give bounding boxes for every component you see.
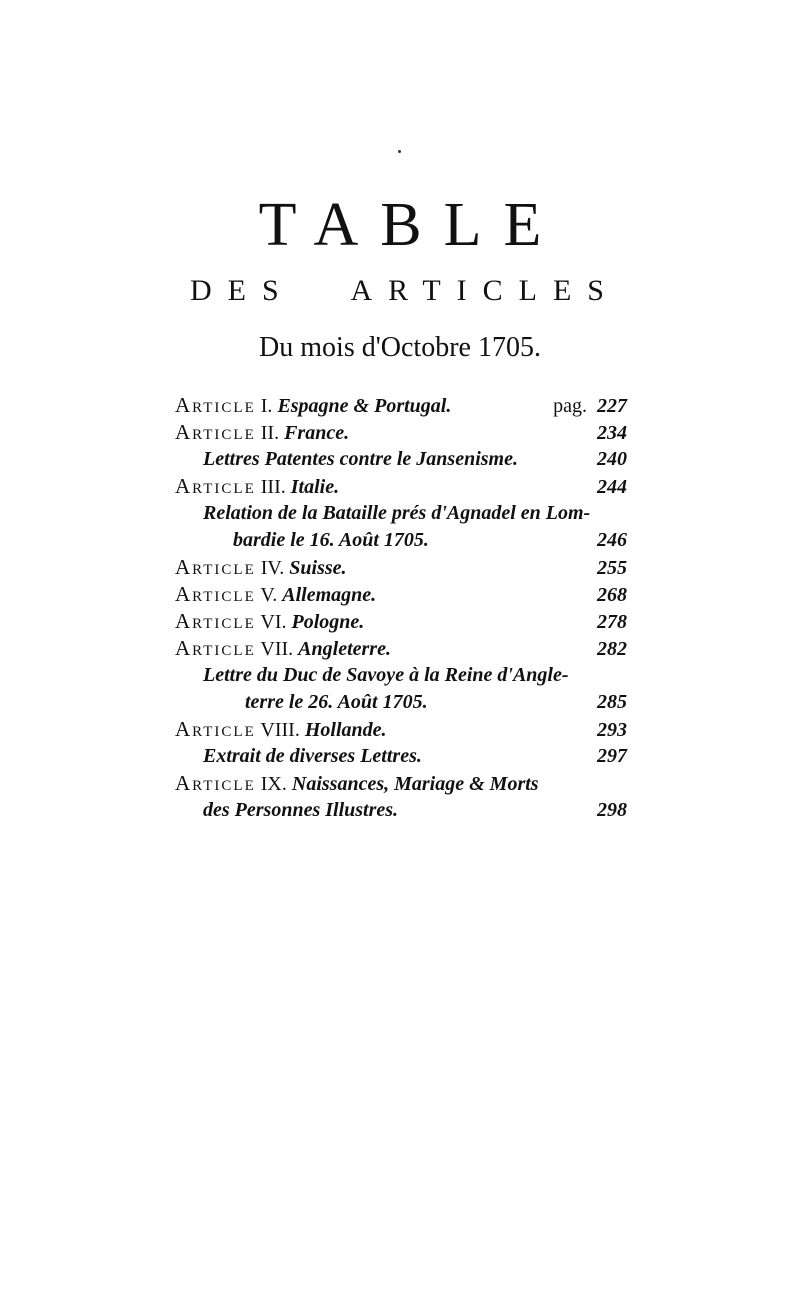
- toc-subject: des Personnes Illustres.: [203, 799, 399, 821]
- toc-row: [175, 500, 627, 527]
- toc-subject: Lettres Patentes contre le Jansenisme.: [203, 448, 518, 470]
- article-subject: Espagne & Portugal.: [277, 395, 452, 417]
- toc-label: [175, 419, 349, 447]
- article-word: Article: [175, 609, 256, 633]
- toc-label: [175, 581, 376, 609]
- page-number: 234: [597, 422, 627, 444]
- article-word: Article: [175, 717, 256, 741]
- toc-label: [175, 635, 391, 663]
- article-number: VI.: [260, 611, 287, 633]
- page-number: 298: [597, 799, 627, 821]
- page-title: TABLE: [258, 191, 564, 259]
- toc-subject: Relation de la Bataille prés d'Agnadel en Lom-: [203, 502, 591, 524]
- toc-subject: bardie le 16. Août 1705.: [233, 529, 429, 551]
- subtitle-left: DES: [190, 274, 295, 307]
- toc-row: [175, 554, 627, 581]
- toc-label: [175, 608, 364, 636]
- toc-label: [175, 716, 387, 744]
- toc-row: [175, 662, 627, 689]
- page-number: 246: [597, 529, 627, 551]
- article-subject: Italie.: [290, 476, 340, 498]
- article-word: Article: [175, 393, 256, 417]
- toc-row: [175, 770, 627, 797]
- page-number: 227: [597, 395, 627, 417]
- toc-row: [175, 419, 627, 446]
- page-number: 293: [597, 719, 627, 741]
- article-number: VII.: [260, 638, 294, 660]
- toc-row: [175, 581, 627, 608]
- article-number: VIII.: [260, 719, 300, 741]
- article-subject: Allemagne.: [282, 584, 377, 606]
- page-number: 282: [597, 638, 627, 660]
- ink-speck: [398, 150, 401, 153]
- page-prefix: pag.: [553, 395, 587, 417]
- toc-row: [175, 689, 627, 716]
- article-number: IX.: [260, 773, 287, 795]
- page-number: 240: [597, 448, 627, 470]
- toc-label: [175, 554, 347, 582]
- toc-label: [175, 392, 451, 420]
- toc-row: [175, 527, 627, 554]
- article-subject: Hollande.: [304, 719, 387, 741]
- subtitle-right: ARTICLES: [350, 274, 620, 307]
- toc-row: [175, 392, 627, 419]
- toc-row: [175, 608, 627, 635]
- toc-page: [553, 393, 627, 420]
- article-number: I.: [260, 395, 273, 417]
- article-word: Article: [175, 636, 256, 660]
- article-word: Article: [175, 582, 256, 606]
- toc-subject: terre le 26. Août 1705.: [245, 691, 428, 713]
- article-subject: Suisse.: [289, 557, 347, 579]
- table-of-contents: [175, 392, 627, 824]
- toc-label: [175, 473, 339, 501]
- article-word: Article: [175, 420, 256, 444]
- toc-row: [175, 473, 627, 500]
- article-word: Article: [175, 474, 256, 498]
- toc-subject: Lettre du Duc de Savoye à la Reine d'Angle-: [203, 664, 569, 686]
- date-line: Du mois d'Octobre 1705.: [259, 332, 541, 363]
- toc-subject: Extrait de diverses Lettres.: [203, 745, 422, 767]
- toc-row: [175, 446, 627, 473]
- article-word: Article: [175, 771, 256, 795]
- page-number: 278: [597, 611, 627, 633]
- article-subject: Naissances, Mariage & Morts: [291, 773, 539, 795]
- article-subject: Pologne.: [291, 611, 365, 633]
- page-number: 285: [597, 691, 627, 713]
- page-number: 268: [597, 584, 627, 606]
- article-subject: France.: [284, 422, 350, 444]
- article-number: IV.: [260, 557, 285, 579]
- toc-row: [175, 743, 627, 770]
- toc-row: [175, 797, 627, 824]
- page-number: 244: [597, 476, 627, 498]
- article-word: Article: [175, 555, 256, 579]
- toc-row: [175, 716, 627, 743]
- page-subtitle: [190, 272, 620, 310]
- article-number: III.: [260, 476, 286, 498]
- article-subject: Angleterre.: [298, 638, 391, 660]
- article-number: V.: [260, 584, 278, 606]
- article-number: II.: [260, 422, 280, 444]
- toc-label: [175, 770, 539, 798]
- page-number: 255: [597, 557, 627, 579]
- toc-row: [175, 635, 627, 662]
- page-number: 297: [597, 745, 627, 767]
